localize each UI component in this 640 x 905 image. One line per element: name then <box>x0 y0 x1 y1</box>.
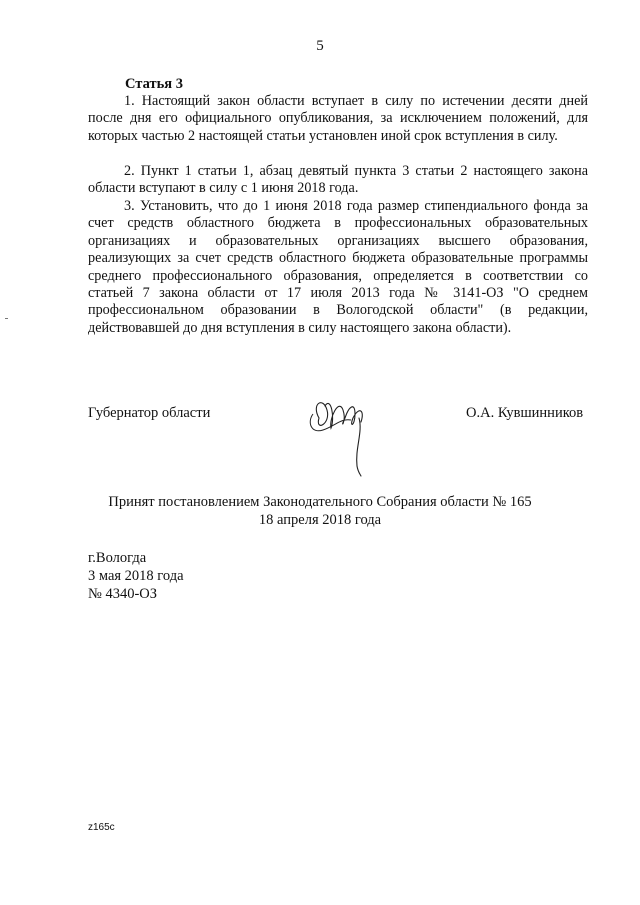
footer-code: z165c <box>88 822 115 833</box>
adoption-line-1: Принят постановлением Законодательного Собрания области № 165 <box>108 494 532 510</box>
article-paragraph-3: 3. Установить, что до 1 июня 2018 года размер стипендиального фонда за счет средств областного бюджета в профессиональных образовательных организациях и образовательных организациях высшего образования, реализующих за счет средств областного бюджета образовательные программы среднего профессионального образования, определяется в соответствии со статьей 7 закона области от 17 июля 2013 года № 3141-ОЗ "О среднем профессиональном образовании в Вологодской области" (в редакции, действовавшей до дня вступления в силу настоящего закона области). <box>88 198 588 336</box>
page-number: 5 <box>316 38 324 54</box>
adoption-line-2: 18 апреля 2018 года <box>258 512 382 528</box>
place-city: г.Вологда <box>88 550 147 566</box>
scan-mark <box>5 318 8 319</box>
signatory-name: О.А. Кувшинников <box>466 405 584 421</box>
article-paragraph-1: 1. Настоящий закон области вступает в силу по истечении десяти дней после дня его официального опубликования, за исключением положений, для которых частью 2 настоящей статьи установлен иной срок вступления в силу. <box>88 93 588 144</box>
handwritten-signature <box>305 388 385 478</box>
article-paragraph-2: 2. Пункт 1 статьи 1, абзац девятый пункта 3 статьи 2 настоящего закона области вступают в силу с 1 июня 2018 года. <box>88 163 588 197</box>
law-number: № 4340-ОЗ <box>88 586 158 602</box>
adoption-note <box>0 493 640 529</box>
signatory-title: Губернатор области <box>88 405 211 421</box>
place-date: 3 мая 2018 года <box>88 568 184 584</box>
article-title: Статья 3 <box>125 76 183 92</box>
